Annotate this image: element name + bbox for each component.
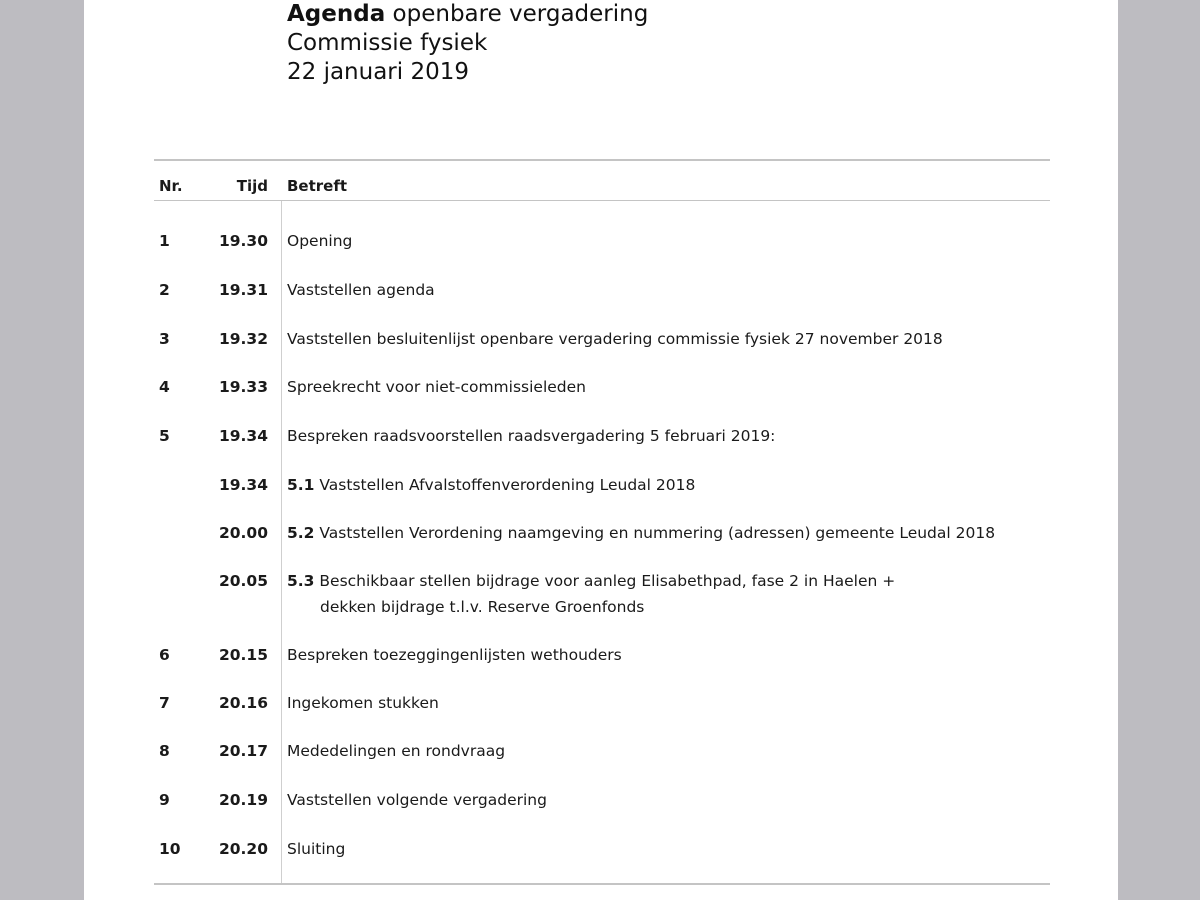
row-subject: Vaststellen besluitenlijst openbare vergadering commissie fysiek 27 november 2018 bbox=[287, 330, 943, 348]
title-line-1 bbox=[287, 0, 648, 29]
row-subject: Opening bbox=[287, 232, 353, 250]
sub-item-text: Vaststellen Verordening naamgeving en nummering (adressen) gemeente Leudal 2018 bbox=[314, 524, 996, 542]
row-tijd: 20.00 bbox=[218, 524, 268, 542]
row-tijd: 19.32 bbox=[218, 330, 268, 348]
table-header-rule bbox=[154, 200, 1050, 201]
row-tijd: 20.05 bbox=[218, 572, 268, 590]
row-nr: 6 bbox=[159, 646, 170, 664]
document-page bbox=[84, 0, 1118, 900]
row-subject: Vaststellen volgende vergadering bbox=[287, 791, 547, 809]
sub-item-number: 5.3 bbox=[287, 572, 315, 590]
row-subject: Vaststellen agenda bbox=[287, 281, 435, 299]
row-nr: 7 bbox=[159, 694, 170, 712]
row-tijd: 19.34 bbox=[218, 427, 268, 445]
row-tijd: 19.34 bbox=[218, 476, 268, 494]
sub-item-text: Vaststellen Afvalstoffenverordening Leudal 2018 bbox=[314, 476, 696, 494]
row-tijd: 20.15 bbox=[218, 646, 268, 664]
row-tijd: 20.16 bbox=[218, 694, 268, 712]
table-top-rule bbox=[154, 159, 1050, 161]
row-subject: Sluiting bbox=[287, 840, 346, 858]
header-subject: Betreft bbox=[287, 177, 348, 195]
row-nr: 4 bbox=[159, 378, 170, 396]
table-column-divider bbox=[281, 201, 282, 883]
row-tijd: 20.19 bbox=[218, 791, 268, 809]
row-subject: Spreekrecht voor niet-commissieleden bbox=[287, 378, 586, 396]
row-subject: Bespreken raadsvoorstellen raadsvergadering 5 februari 2019: bbox=[287, 427, 776, 445]
sub-item-line-1 bbox=[287, 568, 895, 594]
table-bottom-rule bbox=[154, 883, 1050, 885]
header-nr: Nr. bbox=[159, 177, 183, 195]
title-bold: Agenda bbox=[287, 1, 386, 27]
sub-item-text: Beschikbaar stellen bijdrage voor aanleg Elisabethpad, fase 2 in Haelen + bbox=[314, 572, 896, 590]
sub-item-line-2: dekken bijdrage t.l.v. Reserve Groenfonds bbox=[320, 598, 645, 616]
row-nr: 1 bbox=[159, 232, 170, 250]
row-tijd: 20.20 bbox=[218, 840, 268, 858]
title-line-2: Commissie fysiek bbox=[287, 30, 488, 56]
row-subject bbox=[287, 568, 895, 620]
row-tijd: 19.31 bbox=[218, 281, 268, 299]
row-nr: 8 bbox=[159, 742, 170, 760]
header-tijd: Tijd bbox=[236, 177, 268, 195]
title-rest: openbare vergadering bbox=[385, 1, 649, 27]
agenda-title bbox=[287, 0, 648, 87]
row-subject: Ingekomen stukken bbox=[287, 694, 439, 712]
title-line-3: 22 januari 2019 bbox=[287, 59, 470, 85]
row-tijd: 19.30 bbox=[218, 232, 268, 250]
row-subject bbox=[287, 472, 695, 498]
row-subject: Mededelingen en rondvraag bbox=[287, 742, 506, 760]
row-tijd: 20.17 bbox=[218, 742, 268, 760]
row-tijd: 19.33 bbox=[218, 378, 268, 396]
row-subject bbox=[287, 520, 995, 546]
row-nr: 10 bbox=[159, 840, 181, 858]
row-nr: 5 bbox=[159, 427, 170, 445]
sub-item-number: 5.1 bbox=[287, 476, 315, 494]
sub-item-number: 5.2 bbox=[287, 524, 315, 542]
row-subject: Bespreken toezeggingenlijsten wethouders bbox=[287, 646, 622, 664]
row-nr: 3 bbox=[159, 330, 170, 348]
row-nr: 2 bbox=[159, 281, 170, 299]
row-nr: 9 bbox=[159, 791, 170, 809]
